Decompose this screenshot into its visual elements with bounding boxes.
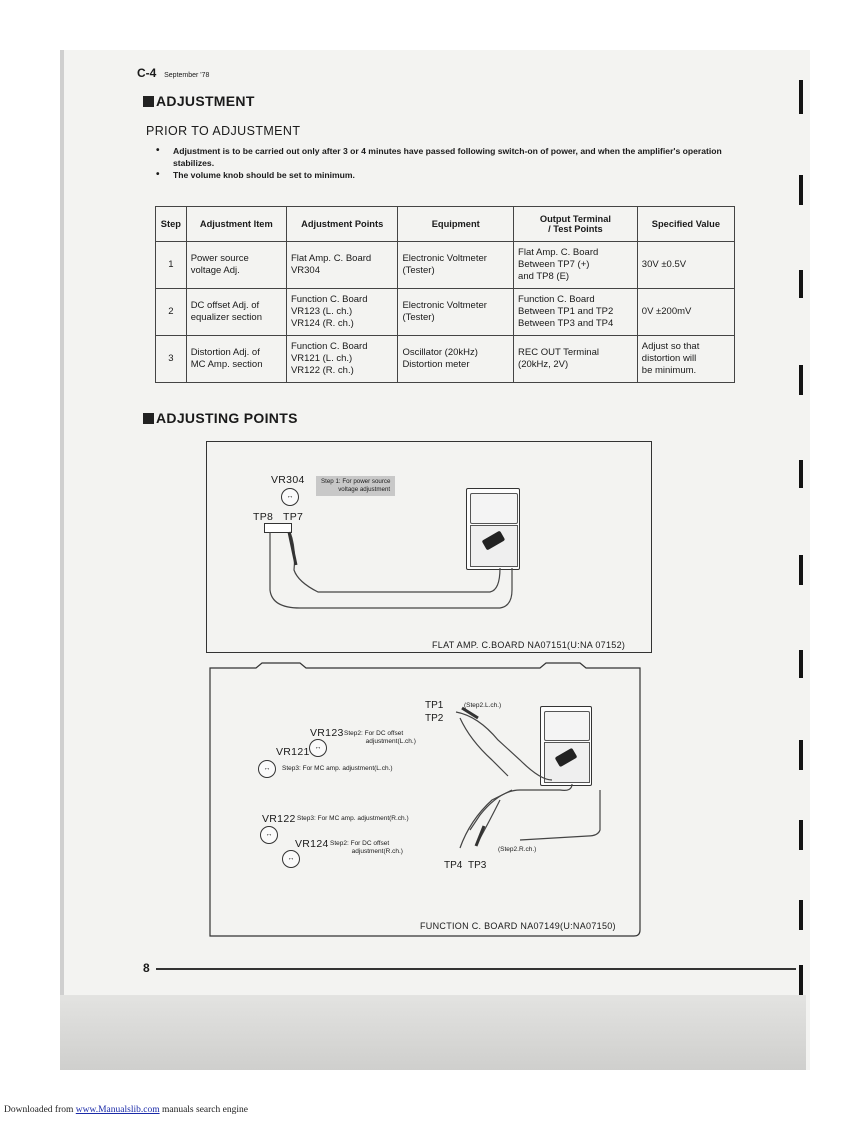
adjustment-title: ADJUSTMENT bbox=[143, 93, 255, 109]
col-output: Output Terminal / Test Points bbox=[514, 207, 638, 242]
cell-step: 1 bbox=[156, 242, 187, 289]
vr122-label: VR122 bbox=[262, 813, 296, 825]
tp8-label: TP8 bbox=[253, 511, 274, 523]
cell-item: Distortion Adj. of MC Amp. section bbox=[186, 336, 286, 383]
vr124-step-note: Step2: For DC offset adjustment(R.ch.) bbox=[330, 840, 403, 855]
vr122-knob-icon: ↔ bbox=[260, 826, 278, 844]
cell-points: Flat Amp. C. Board VR304 bbox=[286, 242, 398, 289]
cell-equipment: Oscillator (20kHz) Distortion meter bbox=[398, 336, 514, 383]
cell-value: 30V ±0.5V bbox=[637, 242, 734, 289]
step1-note: Step 1: For power source voltage adjustment bbox=[316, 476, 395, 496]
cell-step: 3 bbox=[156, 336, 187, 383]
vr122-step-note: Step3: For MC amp. adjustment(R.ch.) bbox=[297, 815, 409, 822]
cell-value: Adjust so that distortion will be minimum. bbox=[637, 336, 734, 383]
col-equipment: Equipment bbox=[398, 207, 514, 242]
page-number: 8 bbox=[143, 961, 150, 975]
vr121-step-note: Step3: For MC amp. adjustment(L.ch.) bbox=[282, 765, 393, 772]
cell-points: Function C. Board VR121 (L. ch.) VR122 (R. ch.) bbox=[286, 336, 398, 383]
tp1-label: TP1 bbox=[425, 700, 444, 711]
cell-item: Power source voltage Adj. bbox=[186, 242, 286, 289]
col-value: Specified Value bbox=[637, 207, 734, 242]
vr304-label: VR304 bbox=[271, 474, 305, 486]
page-date: September '78 bbox=[164, 72, 210, 79]
cell-item: DC offset Adj. of equalizer section bbox=[186, 289, 286, 336]
page-code: C-4 bbox=[137, 66, 157, 80]
vr123-knob-icon: ↔ bbox=[309, 739, 327, 757]
vr304-knob-icon: ↔ bbox=[281, 488, 299, 506]
flat-board-label: FLAT AMP. C.BOARD NA07151(U:NA 07152) bbox=[432, 640, 626, 650]
cell-output: Flat Amp. C. Board Between TP7 (+) and TP8 (E) bbox=[514, 242, 638, 289]
tp4-label: TP4 bbox=[444, 860, 463, 871]
col-item: Adjustment Item bbox=[186, 207, 286, 242]
adjusting-points-title: ADJUSTING POINTS bbox=[143, 410, 298, 426]
vr123-label: VR123 bbox=[310, 727, 344, 739]
tp3-tp4-note: (Step2.R.ch.) bbox=[498, 846, 537, 853]
col-points: Adjustment Points bbox=[286, 207, 398, 242]
cell-output: Function C. Board Between TP1 and TP2 Between TP3 and TP4 bbox=[514, 289, 638, 336]
cell-step: 2 bbox=[156, 289, 187, 336]
bullet-item: • The volume knob should be set to minimum. bbox=[156, 169, 756, 181]
vr123-step-note: Step2: For DC offset adjustment(L.ch.) bbox=[344, 730, 416, 745]
col-step: Step bbox=[156, 207, 187, 242]
cell-value: 0V ±200mV bbox=[637, 289, 734, 336]
prior-to-adjustment-title: PRIOR TO ADJUSTMENT bbox=[146, 124, 301, 138]
bullet-item: • Adjustment is to be carried out only after 3 or 4 minutes have passed following switch-on of power, and when the amplifier's operation stabilizes. bbox=[156, 145, 756, 169]
vr121-label: VR121 bbox=[276, 746, 310, 758]
footer-rule bbox=[156, 968, 796, 970]
manualslib-link[interactable]: www.Manualslib.com bbox=[75, 1105, 160, 1115]
tp7-label: TP7 bbox=[283, 511, 304, 523]
cell-equipment: Electronic Voltmeter (Tester) bbox=[398, 289, 514, 336]
download-credit: Downloaded from www.Manualslib.com manuals search engine bbox=[4, 1105, 248, 1115]
cell-output: REC OUT Terminal (20kHz, 2V) bbox=[514, 336, 638, 383]
tp1-note: (Step2.L.ch.) bbox=[464, 702, 502, 709]
function-board-label: FUNCTION C. BOARD NA07149(U:NA07150) bbox=[420, 921, 616, 931]
tp2-label: TP2 bbox=[425, 713, 444, 724]
cell-equipment: Electronic Voltmeter (Tester) bbox=[398, 242, 514, 289]
vr121-knob-icon: ↔ bbox=[258, 760, 276, 778]
cell-points: Function C. Board VR123 (L. ch.) VR124 (R. ch.) bbox=[286, 289, 398, 336]
vr124-knob-icon: ↔ bbox=[282, 850, 300, 868]
vr124-label: VR124 bbox=[295, 838, 329, 850]
tp3-label: TP3 bbox=[468, 860, 487, 871]
